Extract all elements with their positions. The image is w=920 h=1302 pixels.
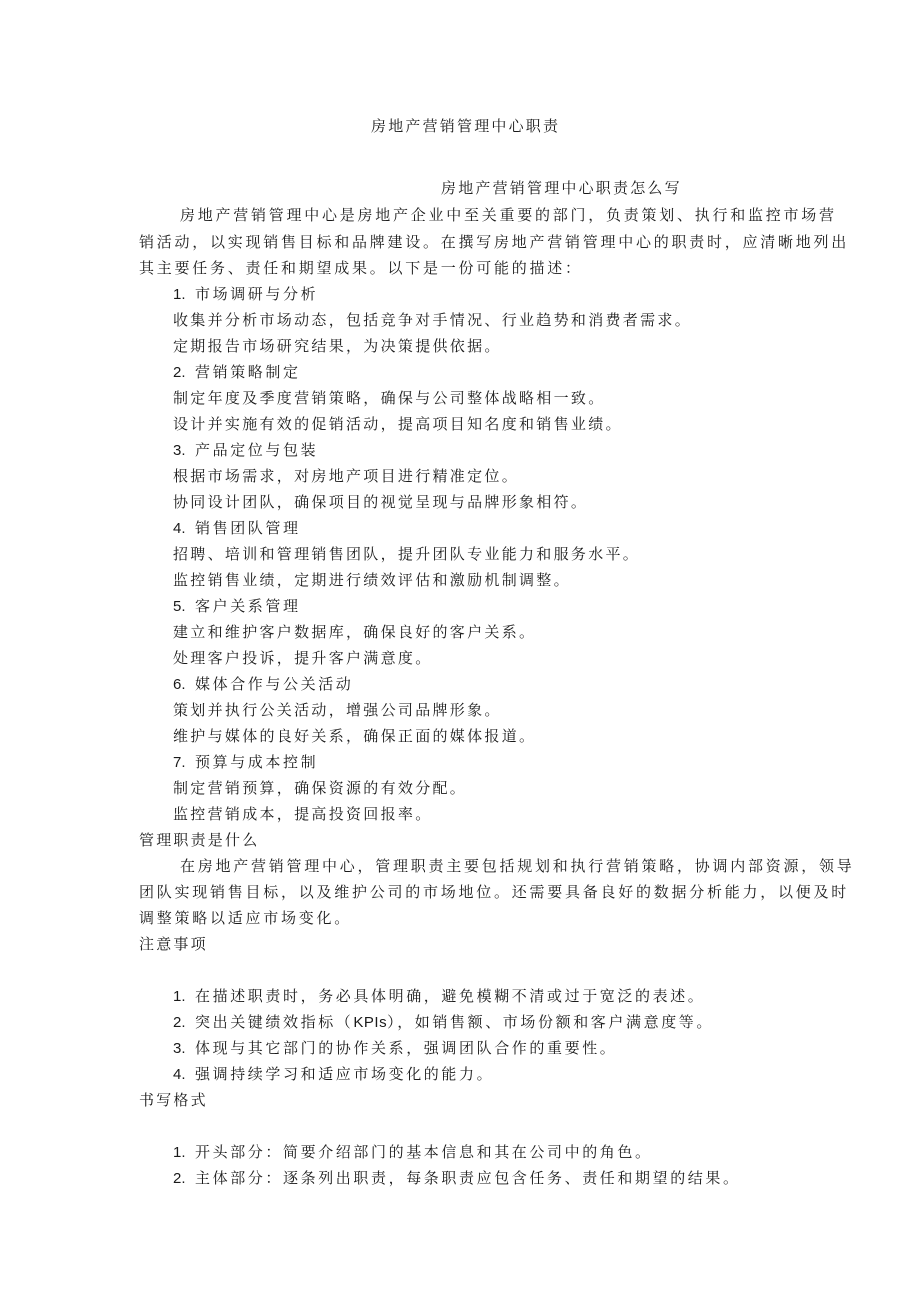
management-line-2: 团队实现销售目标，以及维护公司的市场地位。还需要具备良好的数据分析能力，以便及时 — [139, 883, 850, 901]
section-heading-format: 书写格式 — [139, 1091, 208, 1109]
duty-point: 维护与媒体的良好关系，确保正面的媒体报道。 — [173, 727, 537, 745]
duty-number: 1. — [173, 286, 186, 303]
duty-title: 预算与成本控制 — [195, 753, 319, 771]
note-number: 3. — [173, 1040, 186, 1057]
duty-point: 监控营销成本，提高投资回报率。 — [173, 805, 433, 823]
duty-point: 制定营销预算，确保资源的有效分配。 — [173, 779, 468, 797]
duty-title: 营销策略制定 — [195, 363, 301, 381]
duty-number: 3. — [173, 442, 186, 459]
duty-point: 根据市场需求，对房地产项目进行精准定位。 — [173, 467, 520, 485]
note-item — [173, 1038, 617, 1059]
kpi-abbreviation: KPIs — [353, 1014, 388, 1031]
section-heading-notes: 注意事项 — [139, 935, 208, 953]
duty-point: 协同设计团队，确保项目的视觉呈现与品牌形象相符。 — [173, 493, 589, 511]
duty-point: 制定年度及季度营销策略，确保与公司整体战略相一致。 — [173, 389, 606, 407]
format-number: 1. — [173, 1144, 186, 1161]
note-text: 强调持续学习和适应市场变化的能力。 — [195, 1065, 495, 1083]
intro-line-2: 销活动，以实现销售目标和品牌建设。在撰写房地产营销管理中心的职责时，应清晰地列出 — [139, 233, 850, 251]
intro-line-3: 其主要任务、责任和期望成果。以下是一份可能的描述： — [139, 259, 583, 277]
management-line-1: 在房地产营销管理中心，管理职责主要包括规划和执行营销策略，协调内部资源，领导 — [180, 857, 855, 875]
duty-point: 定期报告市场研究结果，为决策提供依据。 — [173, 337, 502, 355]
duty-number: 5. — [173, 598, 186, 615]
document-subtitle: 房地产营销管理中心职责怎么写 — [441, 179, 682, 197]
duty-heading — [173, 362, 301, 383]
note-text: 体现与其它部门的协作关系，强调团队合作的重要性。 — [195, 1039, 618, 1057]
note-text-after: ），如销售额、市场份额和客户满意度等。 — [387, 1013, 714, 1031]
note-item — [173, 1064, 494, 1085]
duty-heading — [173, 518, 301, 539]
duty-heading — [173, 596, 301, 617]
duty-point: 处理客户投诉，提升客户满意度。 — [173, 649, 433, 667]
note-item — [173, 1012, 714, 1033]
duty-point: 策划并执行公关活动，增强公司品牌形象。 — [173, 701, 502, 719]
duty-title: 销售团队管理 — [195, 519, 301, 537]
note-number: 2. — [173, 1014, 186, 1031]
note-number: 1. — [173, 988, 186, 1005]
duty-title: 媒体合作与公关活动 — [195, 675, 354, 693]
management-line-3: 调整策略以适应市场变化。 — [139, 909, 353, 927]
duty-point: 收集并分析市场动态，包括竞争对手情况、行业趋势和消费者需求。 — [173, 311, 693, 329]
duty-point: 招聘、培训和管理销售团队，提升团队专业能力和服务水平。 — [173, 545, 641, 563]
format-text: 主体部分：逐条列出职责，每条职责应包含任务、责任和期望的结果。 — [195, 1169, 741, 1187]
duty-number: 2. — [173, 364, 186, 381]
document-title: 房地产营销管理中心职责 — [371, 117, 561, 135]
duty-number: 6. — [173, 676, 186, 693]
duty-number: 4. — [173, 520, 186, 537]
duty-number: 7. — [173, 754, 186, 771]
duty-heading — [173, 752, 318, 773]
note-text: 在描述职责时，务必具体明确，避免模糊不清或过于宽泛的表述。 — [195, 987, 706, 1005]
duty-heading — [173, 440, 318, 461]
format-text: 开头部分：简要介绍部门的基本信息和其在公司中的角色。 — [195, 1143, 653, 1161]
duty-heading — [173, 674, 353, 695]
duty-heading — [173, 284, 318, 305]
duty-point: 监控销售业绩，定期进行绩效评估和激励机制调整。 — [173, 571, 571, 589]
note-text: 突出关键绩效指标（ — [195, 1013, 354, 1031]
intro-line-1: 房地产营销管理中心是房地产企业中至关重要的部门，负责策划、执行和监控市场营 — [180, 206, 837, 224]
note-number: 4. — [173, 1066, 186, 1083]
duty-title: 产品定位与包装 — [195, 441, 319, 459]
section-heading-management: 管理职责是什么 — [139, 831, 260, 849]
duty-point: 设计并实施有效的促销活动，提高项目知名度和销售业绩。 — [173, 415, 623, 433]
note-item — [173, 986, 705, 1007]
format-number: 2. — [173, 1170, 186, 1187]
duty-point: 建立和维护客户数据库，确保良好的客户关系。 — [173, 623, 537, 641]
format-item — [173, 1168, 741, 1189]
duty-title: 市场调研与分析 — [195, 285, 319, 303]
duty-title: 客户关系管理 — [195, 597, 301, 615]
format-item — [173, 1142, 653, 1163]
